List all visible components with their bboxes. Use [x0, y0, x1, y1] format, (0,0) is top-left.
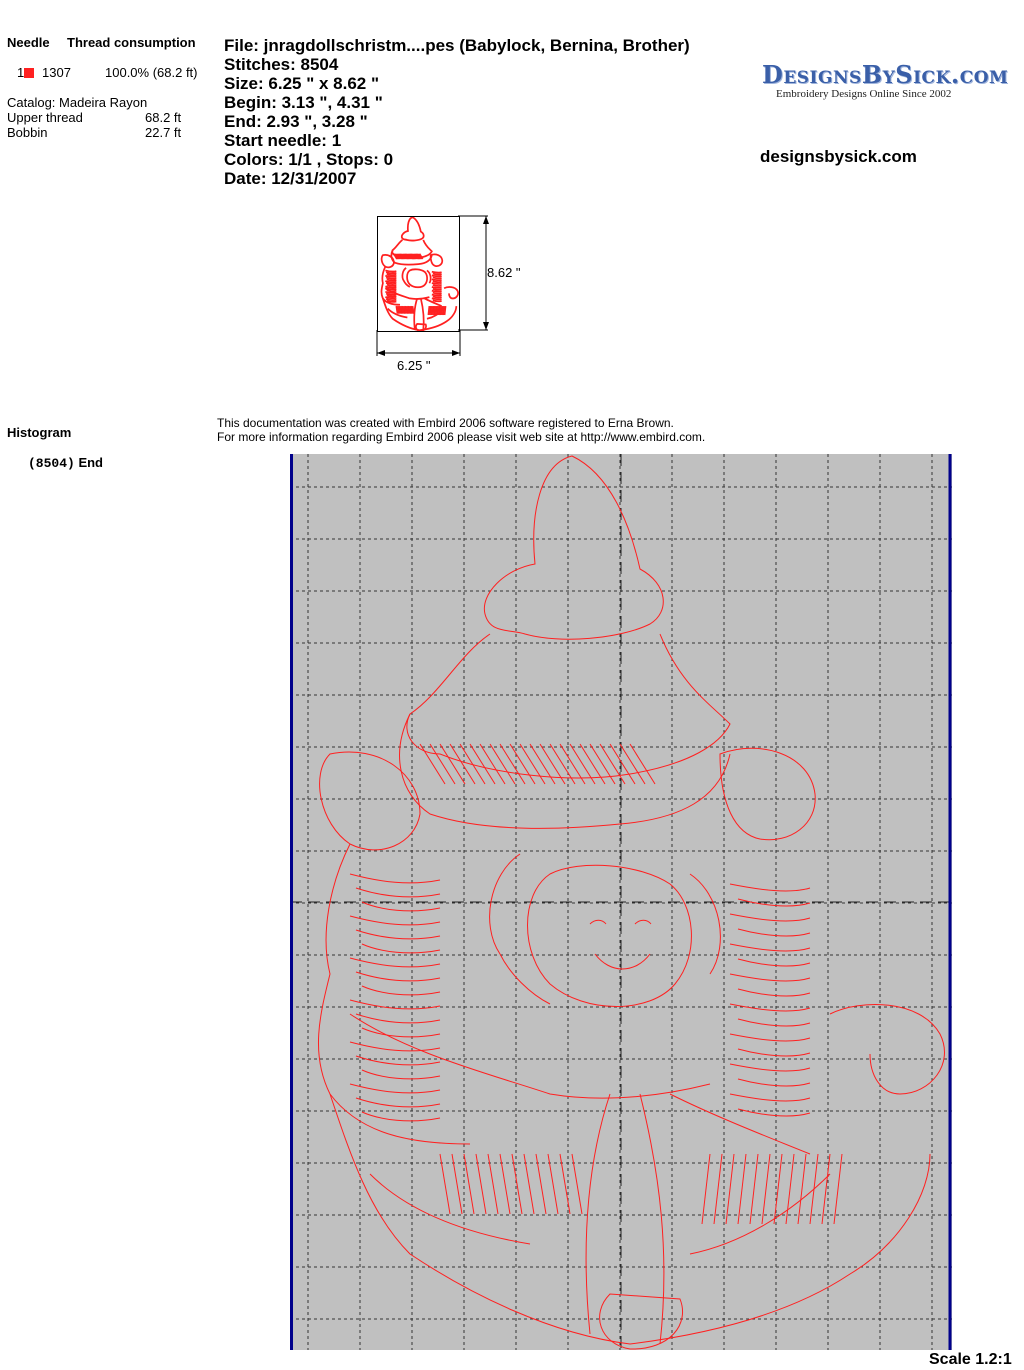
stitch-path — [490, 854, 721, 1004]
notice-line-1: This documentation was created with Embird 2006 software registered to Erna Brown. — [217, 416, 674, 430]
stitch-path — [738, 929, 810, 936]
thumb-stitch-path — [413, 306, 414, 314]
face-detail-path — [595, 954, 650, 969]
stitch-path — [350, 916, 440, 925]
catalog-label: Catalog: Madeira Rayon — [7, 95, 148, 110]
stitch-path — [470, 744, 495, 784]
file-info-block — [224, 36, 690, 188]
thumb-stitch-path — [433, 289, 442, 290]
thumb-stitch-path — [433, 297, 442, 298]
stitch-path — [830, 1004, 944, 1094]
design-size: Size: 6.25 " x 8.62 " — [224, 74, 380, 93]
thumb-stitch-path — [432, 295, 442, 296]
stitch-path — [730, 1094, 810, 1101]
thread-color-code: 1307 — [42, 65, 71, 80]
stitch-path — [586, 1094, 664, 1344]
thumb-stitch-path — [432, 279, 442, 280]
thread-consumption-header: Thread consumption — [67, 35, 196, 50]
stitch-path — [738, 1049, 810, 1056]
thumb-stitch-path — [385, 286, 396, 287]
stitch-path — [750, 1154, 758, 1224]
stitch-path — [362, 1028, 440, 1037]
brand-logo: DesignsBySick.com — [762, 60, 1009, 89]
thumb-stitch-path — [433, 285, 442, 286]
stitch-path — [350, 1084, 440, 1093]
stitch-path — [362, 1112, 440, 1121]
stitch-path — [490, 744, 515, 784]
thumb-stitch-path — [433, 281, 442, 282]
thumb-stitch-path — [444, 287, 458, 298]
stitch-path — [714, 1154, 722, 1224]
stitch-path — [500, 744, 525, 784]
stitch-path — [356, 930, 440, 939]
stitch-path — [528, 865, 692, 1006]
stitch-path — [356, 1098, 440, 1107]
stitch-path — [484, 456, 663, 639]
website-text: designsbysick.com — [760, 147, 917, 166]
stitch-path — [350, 1042, 440, 1051]
thumb-stitch-path — [402, 217, 424, 240]
stitch-path — [822, 1154, 830, 1224]
needle-row — [17, 65, 34, 80]
stitch-path — [610, 744, 635, 784]
histogram-end: End — [78, 455, 103, 470]
histogram-label: Histogram — [7, 425, 72, 440]
stitch-path — [362, 944, 440, 953]
histogram-entry — [28, 455, 103, 471]
thumb-stitch-path — [385, 281, 396, 282]
thumb-stitch-path — [407, 269, 427, 287]
brand-tagline: Embroidery Designs Online Since 2002 — [776, 88, 952, 100]
stitch-path — [356, 972, 440, 981]
stitch-path — [330, 1094, 930, 1344]
stitch-path — [798, 1154, 806, 1224]
stitch-path — [726, 1154, 734, 1224]
face-detail-path — [590, 920, 606, 924]
face-detail-path — [635, 920, 651, 924]
thumb-stitch-path — [382, 255, 394, 267]
thread-color-swatch — [24, 68, 34, 78]
notice-line-2: For more information regarding Embird 2006 please visit web site at http://www.embird.com. — [217, 430, 706, 444]
stitch-count: Stitches: 8504 — [224, 55, 339, 74]
stitch-path — [430, 744, 455, 784]
thumb-stitch-path — [432, 287, 442, 288]
scale-label: Scale 1.2:1 — [929, 1351, 1012, 1368]
needle-number: 1 — [17, 65, 25, 80]
stitch-path — [620, 744, 645, 784]
stitch-path — [810, 1154, 818, 1224]
stitch-path — [510, 744, 535, 784]
thumb-stitch-path — [432, 276, 442, 277]
stitch-path — [730, 1034, 810, 1041]
thumb-stitch-path — [433, 274, 442, 275]
stitch-path — [350, 1000, 440, 1009]
thumb-stitch-path — [385, 297, 396, 298]
thumb-stitch-path — [433, 293, 442, 294]
end-point: End: 2.93 ", 3.28 " — [224, 112, 368, 131]
stitch-path — [320, 752, 420, 850]
thumb-stitch-path — [432, 272, 442, 273]
bobbin-label: Bobbin — [7, 125, 48, 140]
stitch-path — [350, 958, 440, 967]
width-dimension-line — [375, 330, 465, 358]
stitch-path — [400, 714, 730, 828]
stitch-path — [362, 986, 440, 995]
stitch-path — [540, 744, 565, 784]
stitch-path — [738, 1019, 810, 1026]
stitch-path — [362, 1070, 440, 1079]
stitch-path — [774, 1154, 782, 1224]
stitch-path — [702, 1154, 710, 1224]
needle-header: Needle — [7, 35, 50, 50]
stitch-path — [834, 1154, 842, 1224]
stitch-path — [440, 744, 465, 784]
height-dimension-label: 8.62 " — [487, 265, 521, 280]
thumbnail-drawing — [378, 217, 459, 331]
stitch-path — [356, 1014, 440, 1023]
thread-percent: 100.0% (68.2 ft) — [105, 65, 198, 80]
stitch-path — [730, 914, 810, 921]
thumb-stitch-path — [445, 306, 446, 315]
begin-point: Begin: 3.13 ", 4.31 " — [224, 93, 383, 112]
stitch-path — [520, 744, 545, 784]
stitch-path — [350, 874, 440, 883]
stitch-path — [738, 959, 810, 966]
width-dimension-label: 6.25 " — [397, 358, 431, 373]
stitch-path — [738, 989, 810, 996]
stitch-path — [420, 744, 445, 784]
stitch-path — [630, 744, 655, 784]
stitch-path — [738, 1109, 810, 1116]
upper-thread-value: 68.2 ft — [145, 110, 182, 125]
stitch-path — [480, 744, 505, 784]
stitch-path — [720, 748, 815, 839]
start-needle: Start needle: 1 — [224, 131, 342, 150]
stitch-path — [738, 1079, 810, 1086]
design-preview-thumbnail — [377, 216, 460, 332]
upper-thread-label: Upper thread — [7, 110, 83, 125]
stitch-path — [730, 974, 810, 981]
file-name: File: jnragdollschristm....pes (Babylock, Bernina, Brother) — [224, 36, 690, 55]
thumb-stitch-path — [385, 292, 396, 293]
thumb-stitch-path — [385, 276, 396, 277]
thumb-stitch-path — [433, 277, 442, 278]
colors-stops: Colors: 1/1 , Stops: 0 — [224, 150, 394, 169]
thumb-stitch-path — [432, 298, 442, 299]
software-notice — [217, 416, 705, 444]
thumb-stitch-path — [432, 291, 442, 292]
stitch-path — [730, 884, 810, 891]
bobbin-value: 22.7 ft — [145, 125, 182, 140]
stitch-path — [356, 1056, 440, 1065]
stitch-path — [730, 1064, 810, 1071]
histogram-count: (8504) — [28, 456, 75, 471]
stitch-path — [738, 1154, 746, 1224]
stitch-path — [356, 888, 440, 897]
stitch-path — [350, 1014, 810, 1154]
stitch-path — [530, 744, 555, 784]
thumb-stitch-path — [432, 283, 442, 284]
stitch-path — [786, 1154, 794, 1224]
stitch-path — [762, 1154, 770, 1224]
thumb-stitch-path — [433, 300, 442, 301]
thumb-stitch-path — [385, 270, 396, 271]
stitch-path — [370, 1174, 830, 1254]
canvas-svg — [290, 454, 952, 1350]
design-date: Date: 12/31/2007 — [224, 169, 357, 188]
stitch-path — [730, 944, 810, 951]
embroidery-canvas — [290, 454, 952, 1350]
